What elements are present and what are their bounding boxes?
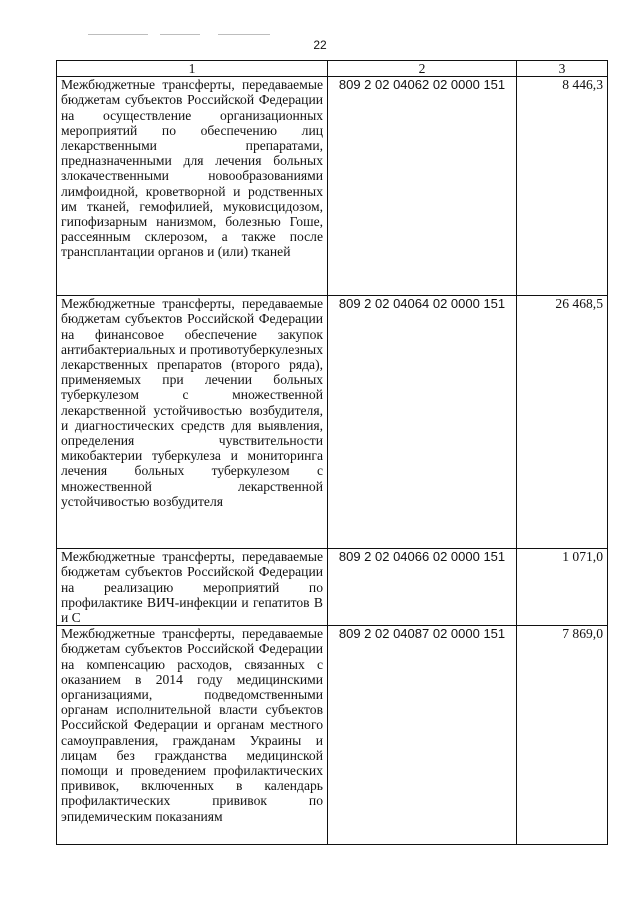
scan-mark bbox=[218, 34, 270, 35]
transfer-description: Межбюджетные трансферты, передаваемые бюджетам субъектов Российской Федерации на реализацию мероприятий по профилактике ВИЧ-инфекции и гепатитов B и C bbox=[57, 549, 328, 626]
column-header: 3 bbox=[517, 61, 608, 77]
column-header: 2 bbox=[328, 61, 517, 77]
table-row bbox=[57, 549, 608, 626]
budget-classification-code: 809 2 02 04064 02 0000 151 bbox=[328, 296, 517, 549]
budget-classification-code: 809 2 02 04087 02 0000 151 bbox=[328, 626, 517, 845]
transfer-description: Межбюджетные трансферты, передаваемые бюджетам субъектов Российской Федерации на финансовое обеспечение закупок антибактериальных и противотуберкулезных лекарственных препаратов (второго ряда), применяемых при лечении больных туберкулезом с множественной лекарственной устойчивостью возбудителя, и диагностических средств для выявления, определения чувствительности микобактерии туберкулеза и мониторинга лечения больных туберкулезом с множественной лекарственной устойчивостью возбудителя bbox=[57, 296, 328, 549]
page-number: 22 bbox=[313, 38, 327, 52]
transfer-amount: 26 468,5 bbox=[517, 296, 608, 549]
transfer-description: Межбюджетные трансферты, передаваемые бюджетам субъектов Российской Федерации на осуществление организационных мероприятий по обеспечению лиц лекарственными препаратами, предназначенными для лечения больных злокачественными новообразованиями лимфоидной, кроветворной и родственных им тканей, гемофилией, муковисцидозом, гипофизарным нанизмом, болезнью Гоше, рассеянным склерозом, а также после трансплантации органов и (или) тканей bbox=[57, 77, 328, 296]
column-header: 1 bbox=[57, 61, 328, 77]
budget-table bbox=[56, 60, 608, 845]
transfer-amount: 8 446,3 bbox=[517, 77, 608, 296]
transfer-amount: 7 869,0 bbox=[517, 626, 608, 845]
transfer-description: Межбюджетные трансферты, передаваемые бюджетам субъектов Российской Федерации на компенсацию расходов, связанных с оказанием в 2014 году медицинскими организациями, подведомственными органам исполнительной власти субъектов Российской Федерации и органам местного самоуправления, гражданам Украины и лицам без гражданства медицинской помощи и проведением профилактических прививок, включенных в календарь профилактических прививок по эпидемическим показаниям bbox=[57, 626, 328, 845]
table-row bbox=[57, 77, 608, 296]
budget-classification-code: 809 2 02 04066 02 0000 151 bbox=[328, 549, 517, 626]
scan-mark bbox=[88, 34, 148, 35]
table-row bbox=[57, 296, 608, 549]
table-row bbox=[57, 626, 608, 845]
header-row bbox=[57, 61, 608, 77]
scan-mark bbox=[160, 34, 200, 35]
budget-classification-code: 809 2 02 04062 02 0000 151 bbox=[328, 77, 517, 296]
transfer-amount: 1 071,0 bbox=[517, 549, 608, 626]
